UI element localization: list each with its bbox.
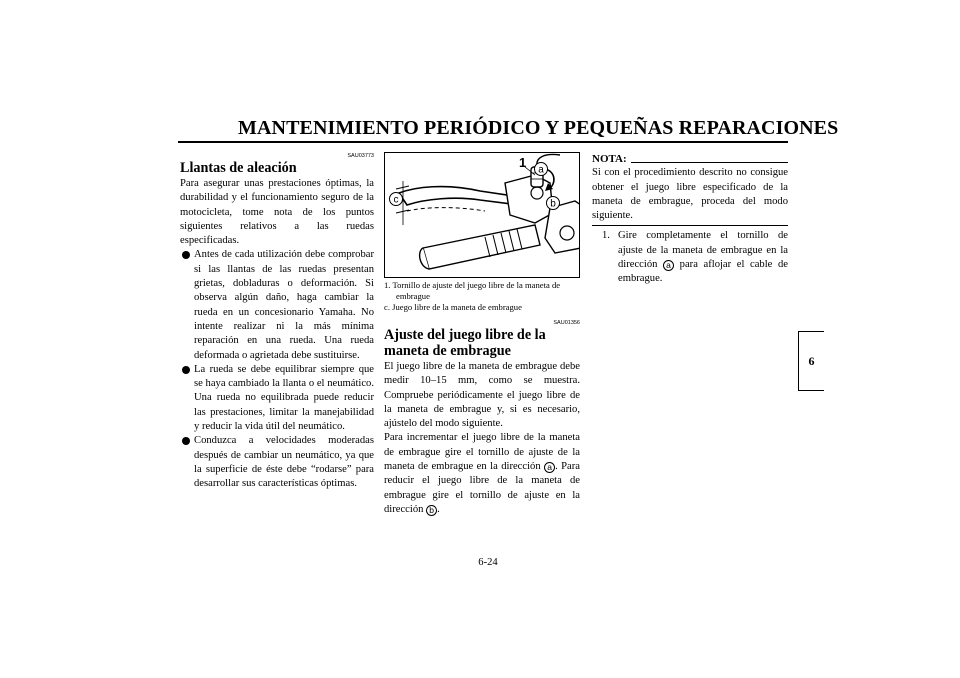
note-label-text: NOTA:: [592, 153, 627, 165]
direction-a-icon: a: [544, 462, 555, 473]
figure-label-c: c: [393, 194, 399, 206]
section-heading: Llantas de aleación: [180, 160, 297, 176]
note-label: [592, 152, 788, 166]
section-heading: Ajuste del juego libre de la maneta de embrague: [384, 327, 546, 359]
direction-b-icon: b: [426, 505, 437, 516]
list-item-text: Antes de cada utilización debe comprobar si las llantas de las ruedas presentan grietas, dobladuras o deformación. Si observa algún daño, haga cambiar la rueda en un concesionario Yamaha. No intente realizar ni la más mínima reparación en una rueda. Una rueda deformada o agrietada debe sustituirse.: [194, 249, 374, 361]
bullet-list: [180, 248, 374, 491]
chapter-tab: 6: [798, 331, 824, 391]
list-item-text: Conduzca a velocidades moderadas después de cambiar un neumático, ya que la superficie de éste debe “rodarse” para desarrollar sus características óptimas.: [194, 435, 374, 490]
note-end-rule: [592, 225, 788, 226]
list-item: [180, 248, 374, 362]
figure-label-b: b: [550, 198, 556, 210]
list-item: [180, 363, 374, 434]
figure-label-1: 1: [519, 155, 527, 170]
paragraph: [384, 431, 580, 517]
figure-caption: [384, 280, 580, 313]
caption-item: c. Juego libre de la maneta de embrague: [384, 302, 522, 312]
paragraph: El juego libre de la maneta de embrague debe medir 10–15 mm, como se muestra. Compruebe periódicamente el juego libre de la maneta de embrague y, si es necesario, ajústelo del modo siguiente.: [384, 361, 580, 430]
header-rule: [178, 141, 788, 143]
clutch-lever-illustration: [385, 153, 580, 278]
bullet-icon: [182, 437, 190, 445]
section-code: SAU01356: [553, 320, 580, 326]
step-list: [592, 229, 788, 286]
step-text: Gire completamente el tornillo de ajuste de la maneta de embrague en la dirección: [618, 230, 788, 271]
left-column: [180, 152, 374, 492]
section-code: SAU03773: [347, 153, 374, 159]
caption-item: 1. Tornillo de ajuste del juego libre de la maneta de embrague: [384, 280, 561, 301]
note-text: Si con el procedimiento descrito no consigue obtener el juego libre especificado de la maneta de embrague, proceda del modo siguiente.: [592, 167, 788, 222]
list-item-text: La rueda se debe equilibrar siempre que se haya cambiado la llanta o el neumático. Una rueda no equilibrada puede reducir las prestaciones, limitar la manejabilidad y reducir la vida útil del neumático.: [194, 363, 374, 433]
note-rule: [631, 162, 788, 163]
clutch-lever-figure: [384, 152, 580, 278]
bullet-icon: [182, 366, 190, 374]
middle-column: [384, 152, 580, 517]
right-column: [592, 152, 788, 287]
step-text: para aflojar el cable de embrague.: [618, 259, 788, 285]
paragraph-text: Para incrementar el juego libre de la maneta de embrague gire el tornillo de ajuste de la maneta de embrague en la dirección: [384, 432, 580, 473]
figure-label-a: a: [538, 164, 544, 176]
page-number: 6-24: [478, 557, 498, 568]
paragraph-text: . Para reducir el juego libre de la maneta de embrague gire el tornillo de ajuste en la dirección: [384, 461, 580, 515]
list-item: [180, 434, 374, 491]
direction-a-icon: a: [663, 260, 674, 271]
list-item: [602, 229, 788, 286]
bullet-icon: [182, 251, 190, 259]
intro-paragraph: Para asegurar unas prestaciones óptimas, la durabilidad y el funcionamiento seguro de la motocicleta, tome nota de los puntos siguientes relativos a las ruedas especificadas.: [180, 178, 374, 247]
step-number: 1.: [602, 230, 610, 242]
paragraph-text: .: [437, 503, 440, 515]
page-title: MANTENIMIENTO PERIÓDICO Y PEQUEÑAS REPARACIONES: [238, 117, 839, 139]
